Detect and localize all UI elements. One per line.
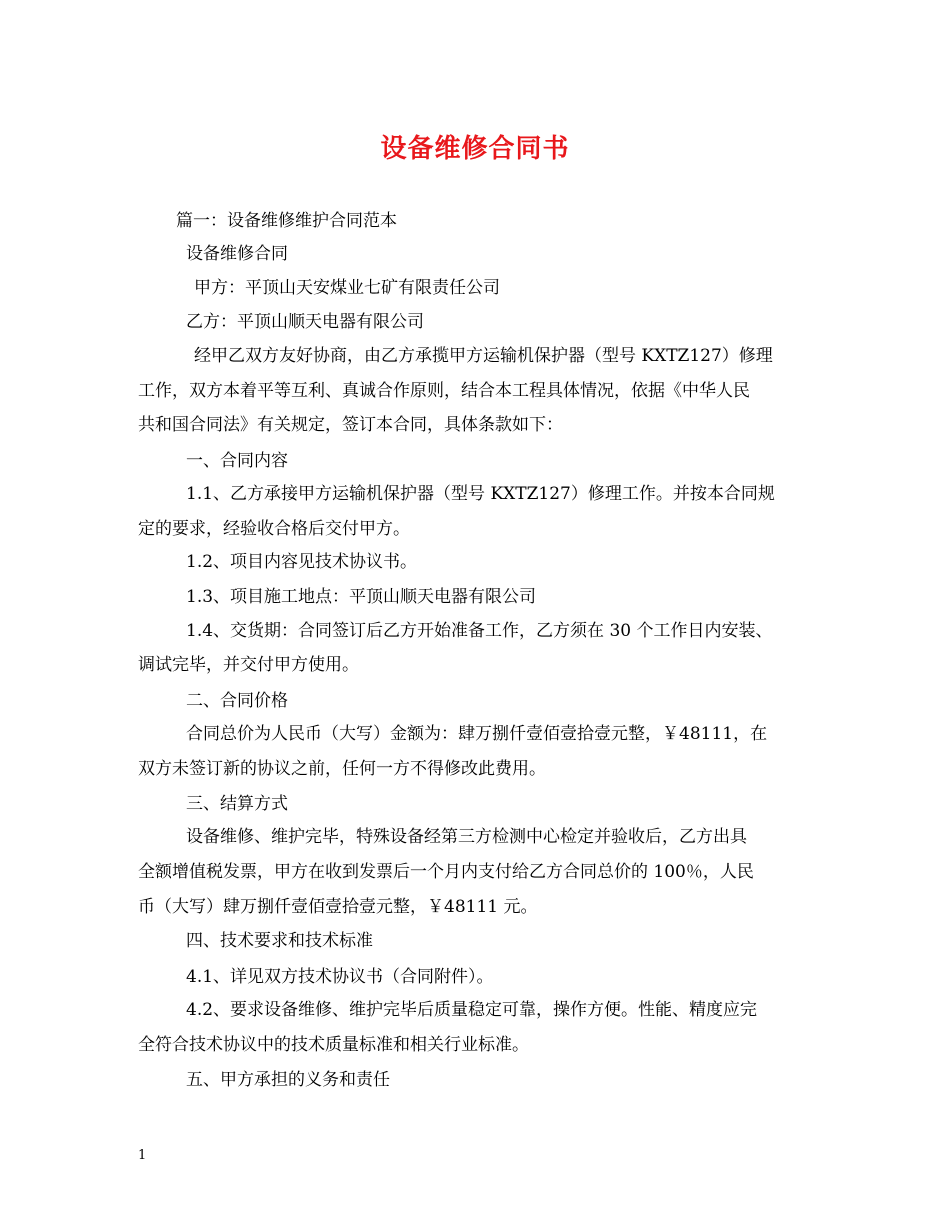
text-line: 篇一：设备维修维护合同范本	[176, 211, 397, 231]
text-line: 合同总价为人民币（大写）金额为：肆万捌仟壹佰壹拾壹元整，￥48111，在	[186, 724, 768, 744]
page-number: 1	[138, 1148, 147, 1163]
text-line: 1.2、项目内容见技术协议书。	[186, 552, 418, 572]
text-line: 全符合技术协议中的技术质量标准和相关行业标准。	[138, 1035, 529, 1055]
text-line: 四、技术要求和技术标准	[186, 931, 373, 951]
text-line: 经甲乙双方友好协商，由乙方承揽甲方运输机保护器（型号 KXTZ127）修理	[194, 346, 773, 366]
text-line: 4.1、详见双方技术协议书（合同附件）。	[186, 967, 494, 987]
text-line: 一、合同内容	[186, 451, 288, 471]
text-line: 共和国合同法》有关规定，签订本合同，具体条款如下：	[138, 415, 563, 435]
text-line: 1.1、乙方承接甲方运输机保护器（型号 KXTZ127）修理工作。并按本合同规	[186, 484, 775, 504]
text-line: 五、甲方承担的义务和责任	[186, 1070, 390, 1090]
text-line: 二、合同价格	[186, 691, 288, 711]
text-line: 设备维修合同	[186, 244, 288, 264]
text-line: 设备维修、维护完毕，特殊设备经第三方检测中心检定并验收后，乙方出具	[186, 827, 747, 847]
text-line: 1.4、交货期：合同签订后乙方开始准备工作，乙方须在 30 个工作日内安装、	[186, 621, 773, 641]
text-line: 三、结算方式	[186, 794, 288, 814]
text-line: 1.3、项目施工地点：平顶山顺天电器有限公司	[186, 587, 537, 607]
text-line: 全额增值税发票，甲方在收到发票后一个月内支付给乙方合同总价的 100％，人民	[138, 862, 754, 882]
text-line: 4.2、要求设备维修、维护完毕后质量稳定可靠，操作方便。性能、精度应完	[186, 1000, 758, 1020]
document-title: 设备维修合同书	[380, 134, 570, 164]
text-line: 双方未签订新的协议之前，任何一方不得修改此费用。	[138, 759, 546, 779]
text-line: 调试完毕，并交付甲方使用。	[138, 655, 359, 675]
text-line: 定的要求，经验收合格后交付甲方。	[138, 519, 410, 539]
text-line: 币（大写）肆万捌仟壹佰壹拾壹元整，￥48111 元。	[138, 897, 538, 917]
text-line: 乙方：平顶山顺天电器有限公司	[186, 312, 424, 332]
text-line: 工作，双方本着平等互利、真诚合作原则，结合本工程具体情况，依据《中华人民	[138, 381, 750, 401]
text-line: 甲方：平顶山天安煤业七矿有限责任公司	[194, 278, 500, 298]
